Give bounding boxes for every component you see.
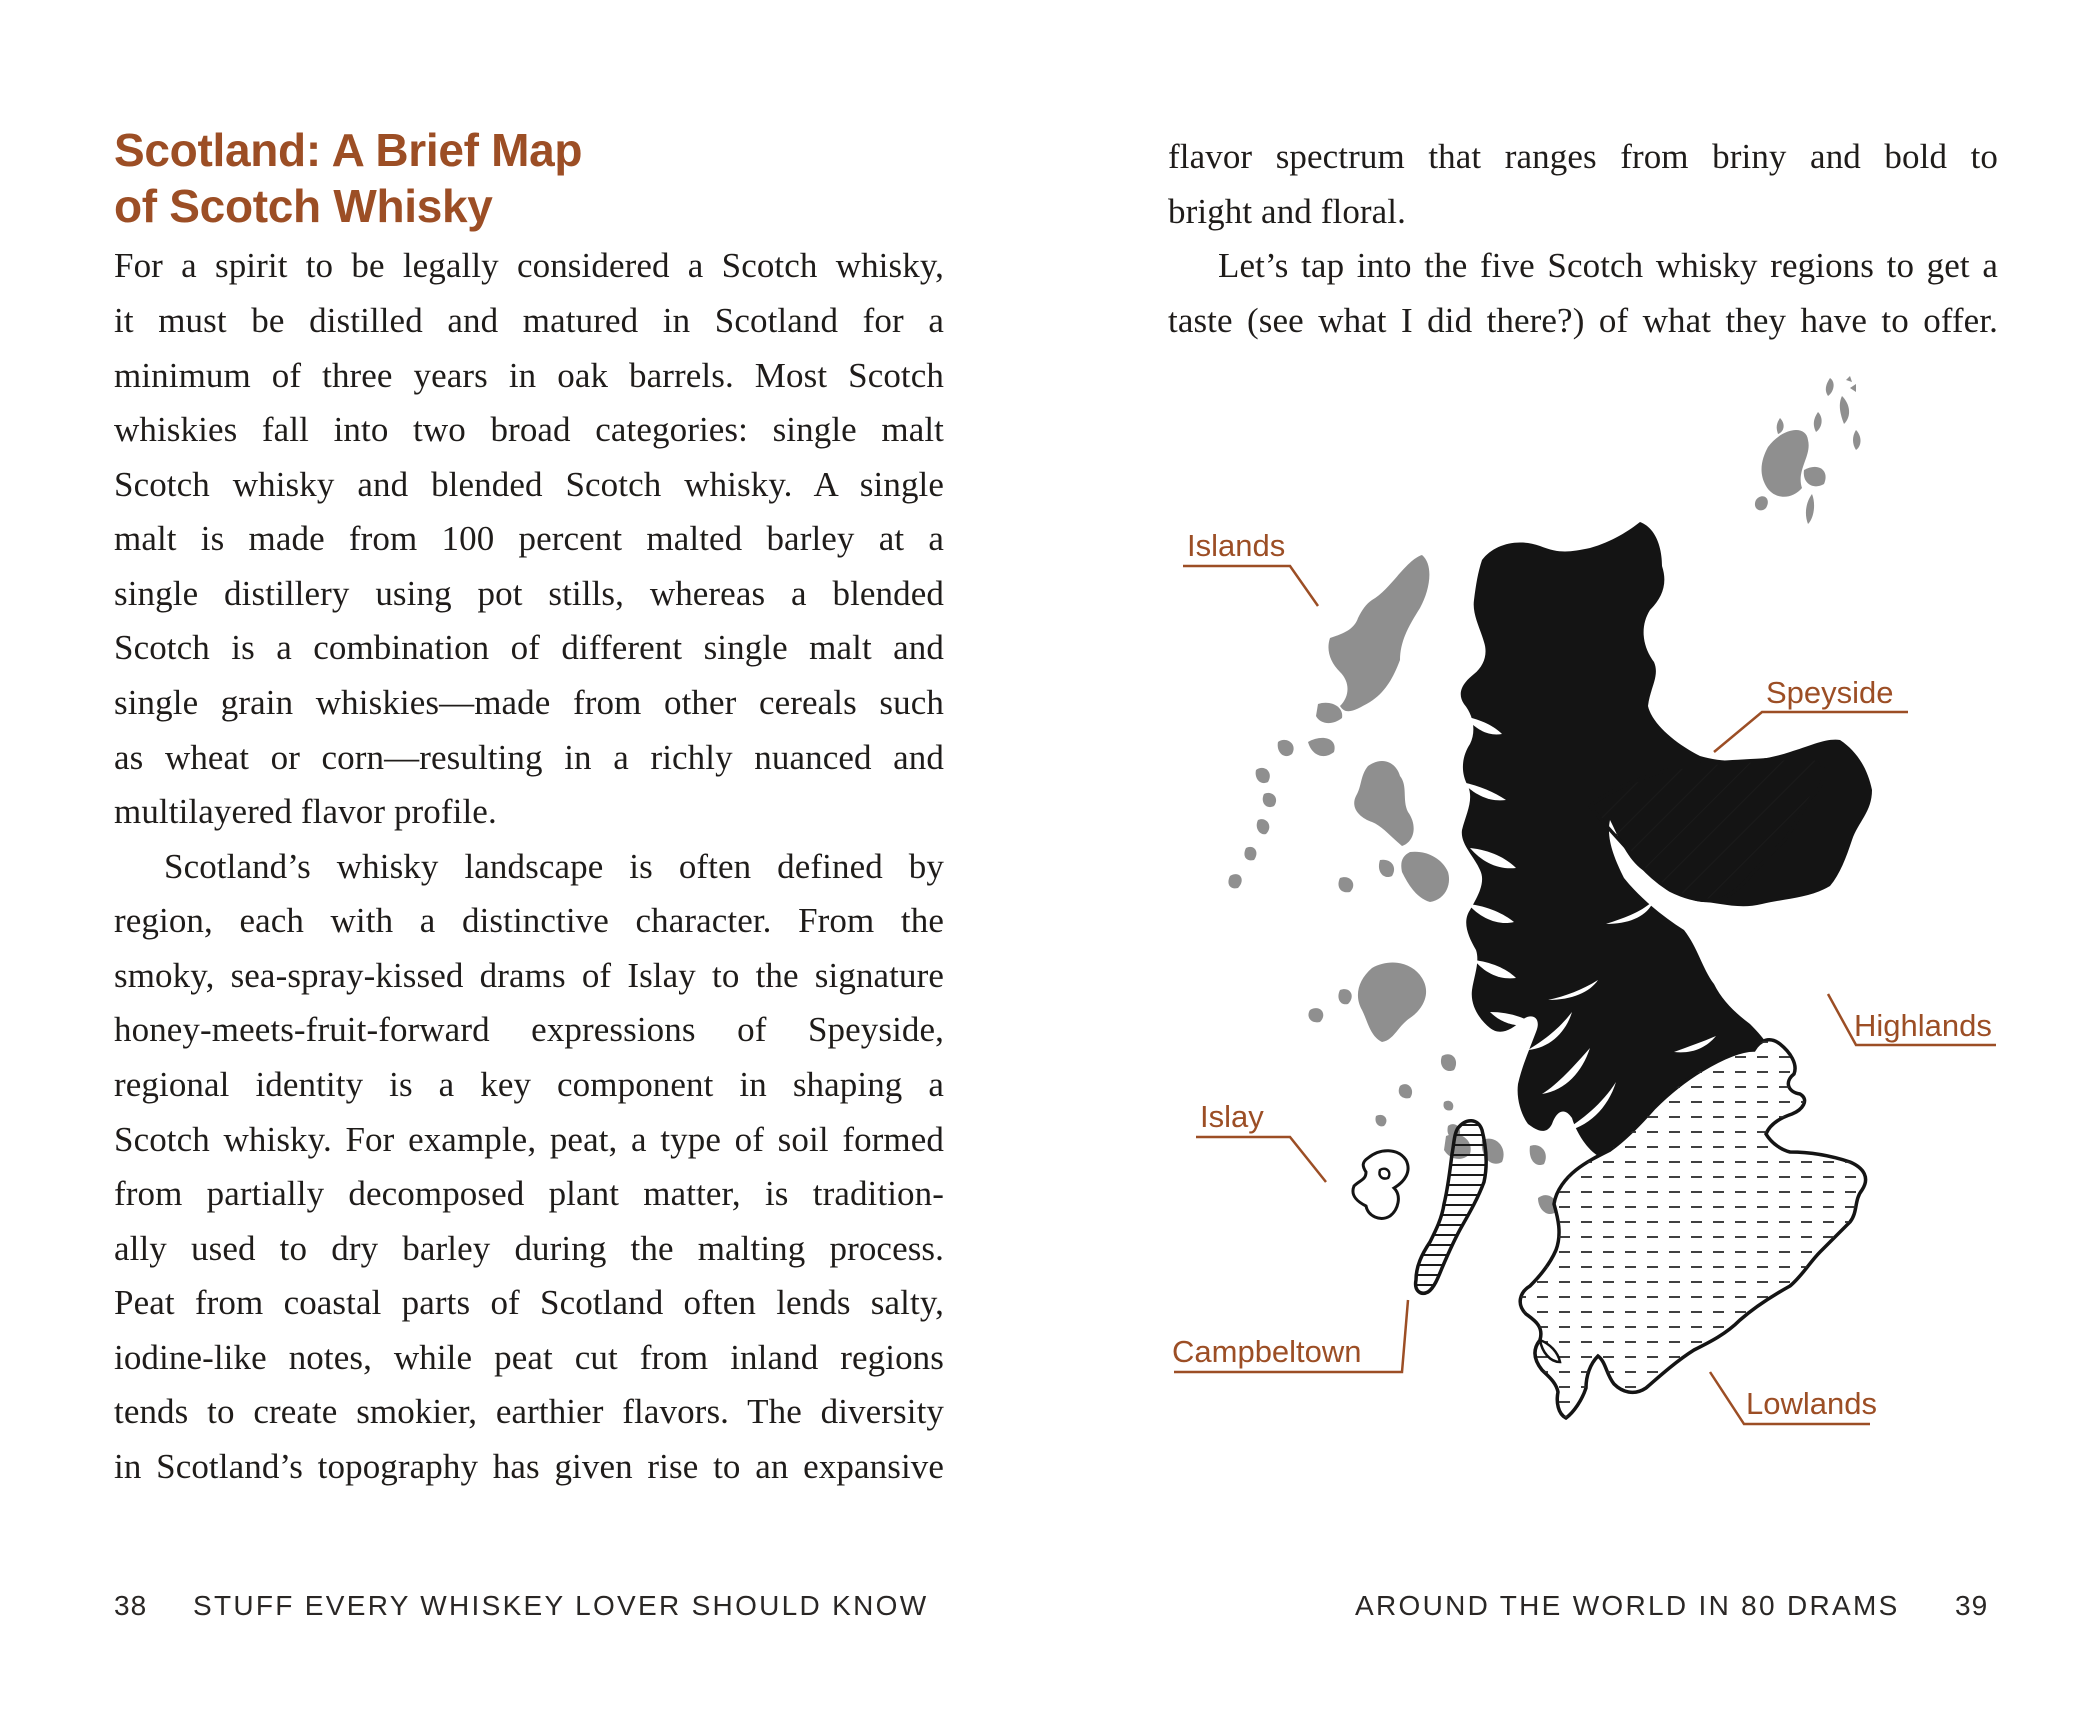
label-islands: Islands <box>1187 528 1286 563</box>
text-line: regional identity is a key component in shaping a <box>114 1065 944 1104</box>
text-line: bright and floral. <box>1168 192 1406 231</box>
heading-line-2: of Scotch Whisky <box>114 180 493 232</box>
text-line: Scotch whisky. For example, peat, a type of soil formed <box>114 1120 944 1159</box>
right-page <box>1050 0 2100 1725</box>
text-line: single distillery using pot stills, whereas a blended <box>114 574 944 613</box>
text-line: honey-meets-fruit-forward expressions of Speyside, <box>114 1010 944 1049</box>
leader-islay <box>1196 1137 1326 1182</box>
text-line: flavor spectrum that ranges from briny and bold to <box>1168 137 1998 176</box>
text-line: as wheat or corn—resulting in a richly nuanced and <box>114 738 944 777</box>
label-speyside: Speyside <box>1766 675 1894 710</box>
region-islay <box>1353 1151 1408 1219</box>
text-line: region, each with a distinctive character. From the <box>114 901 944 940</box>
text-line: malt is made from 100 percent malted barley at a <box>114 519 944 558</box>
text-line: smoky, sea-spray-kissed drams of Islay to the signature <box>114 956 944 995</box>
page-number-left: 38 <box>114 1590 148 1621</box>
text-line: it must be distilled and matured in Scotland for a <box>114 301 944 340</box>
text-line: For a spirit to be legally considered a Scotch whisky, <box>114 246 944 285</box>
text-line: multilayered flavor profile. <box>114 792 497 831</box>
text-line: from partially decomposed plant matter, is tradition- <box>114 1174 944 1213</box>
heading-line-1: Scotland: A Brief Map <box>114 124 583 176</box>
running-head-left: STUFF EVERY WHISKEY LOVER SHOULD KNOW <box>193 1590 929 1621</box>
leader-islands <box>1183 566 1318 606</box>
text-line: taste (see what I did there?) of what they have to offer. <box>1168 301 1998 340</box>
text-line: single grain whiskies—made from other cereals such <box>114 683 944 722</box>
text-line: tends to create smokier, earthier flavors. The diversity <box>114 1392 944 1431</box>
text-line: Let’s tap into the five Scotch whisky regions to get a <box>1218 246 1998 285</box>
scotland-whisky-map <box>1050 0 2100 1725</box>
page-number-right: 39 <box>1955 1590 1989 1621</box>
running-head-right: AROUND THE WORLD IN 80 DRAMS <box>1355 1590 1900 1621</box>
text-line: Scotch whisky and blended Scotch whisky. A single <box>114 465 944 504</box>
label-campbeltown: Campbeltown <box>1172 1334 1362 1369</box>
label-lowlands: Lowlands <box>1746 1386 1877 1421</box>
text-line: Scotland’s whisky landscape is often defined by <box>164 847 944 886</box>
text-line: whiskies fall into two broad categories: single malt <box>114 410 944 449</box>
label-highlands: Highlands <box>1854 1008 1992 1043</box>
section-heading <box>114 122 734 234</box>
text-line: Scotch is a combination of different single malt and <box>114 628 944 667</box>
text-line: Peat from coastal parts of Scotland often lends salty, <box>114 1283 944 1322</box>
label-islay: Islay <box>1200 1099 1264 1134</box>
northern-isles <box>1755 376 1861 524</box>
text-line: ally used to dry barley during the malting process. <box>114 1229 944 1268</box>
text-line: iodine-like notes, while peat cut from inland regions <box>114 1338 944 1377</box>
text-line: in Scotland’s topography has given rise to an expansive <box>114 1447 944 1486</box>
text-line: minimum of three years in oak barrels. Most Scotch <box>114 356 944 395</box>
